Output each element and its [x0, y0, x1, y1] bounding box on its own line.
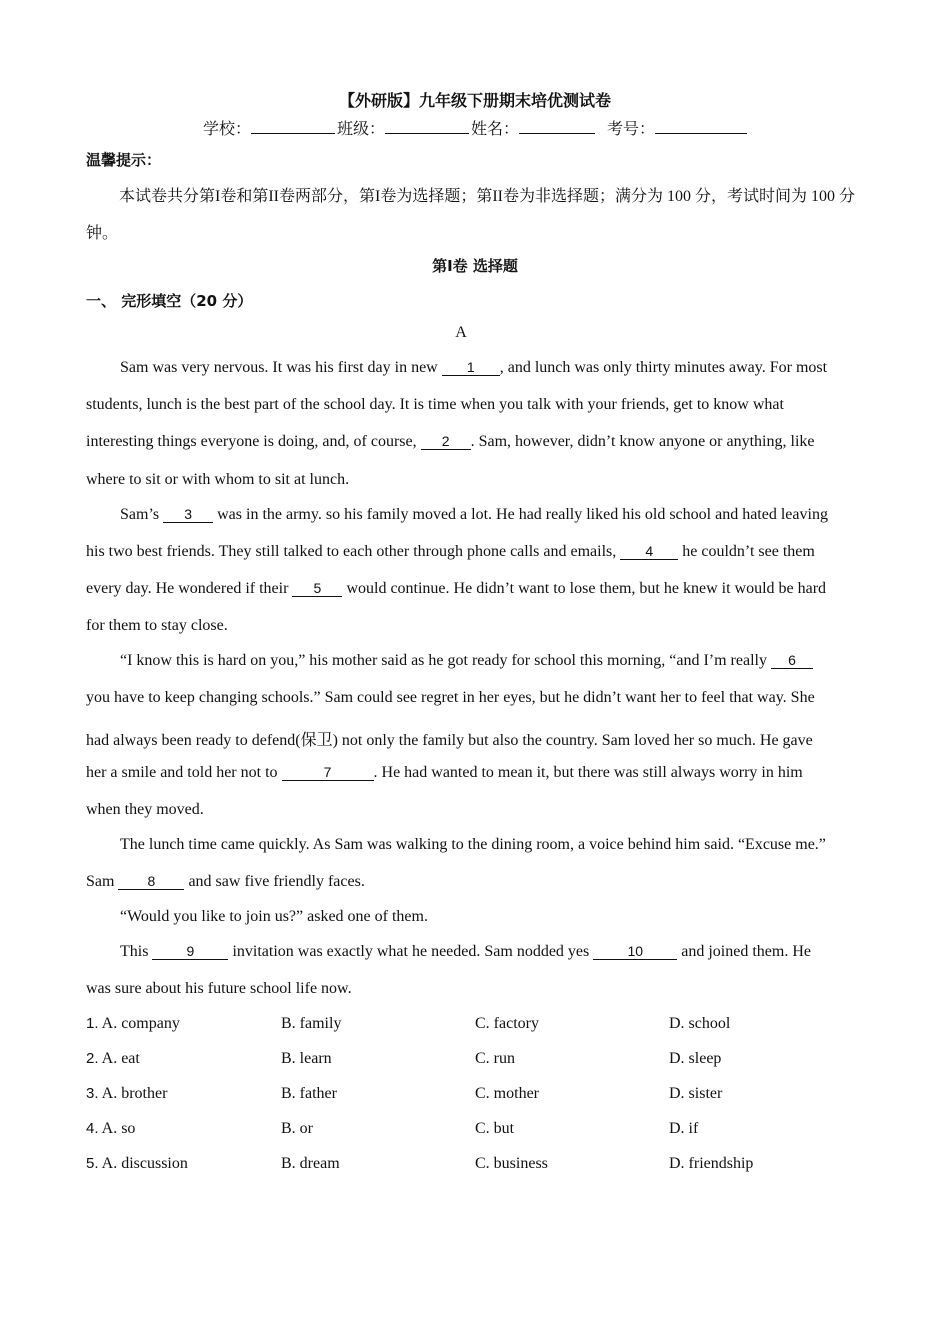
option-a[interactable]	[86, 1155, 188, 1173]
option-c[interactable]: C. mother	[475, 1085, 539, 1102]
passage-line	[120, 652, 813, 670]
option-text: A. brother	[101, 1085, 168, 1102]
number-blank[interactable]	[655, 117, 747, 134]
option-d[interactable]: D. friendship	[669, 1155, 754, 1172]
passage-text: This	[120, 943, 153, 960]
passage-text: Sam	[86, 873, 119, 890]
option-a[interactable]	[86, 1085, 167, 1103]
passage-line	[86, 580, 826, 598]
option-c[interactable]: C. business	[475, 1155, 548, 1172]
class-label: 班级：	[336, 119, 385, 138]
exam-title: 【外研版】九年级下册期末培优测试卷	[338, 91, 611, 110]
blank-9[interactable]: 9	[152, 943, 228, 960]
passage-line	[86, 543, 815, 561]
blank-8[interactable]: 8	[118, 873, 184, 890]
option-text: A. discussion	[101, 1155, 188, 1172]
option-text: A. eat	[101, 1050, 140, 1067]
passage-text: every day. He wondered if their	[86, 580, 293, 597]
passage-line: students, lunch is the best part of the school day. It is time when you talk with your friends, get to know what	[86, 396, 784, 413]
blank-5[interactable]: 5	[292, 580, 342, 597]
option-b[interactable]: B. or	[281, 1120, 313, 1137]
blank-6[interactable]: 6	[771, 652, 813, 669]
blank-7[interactable]: 7	[282, 764, 374, 781]
passage-text: was in the army. so his family moved a lot. He had really liked his old school and hated leaving	[213, 506, 828, 523]
option-d[interactable]: D. sister	[669, 1085, 723, 1102]
passage-line: where to sit or with whom to sit at lunch.	[86, 471, 350, 488]
option-c[interactable]: C. factory	[475, 1015, 539, 1032]
blank-4[interactable]: 4	[620, 543, 678, 560]
passage-line	[86, 764, 803, 782]
option-b[interactable]: B. family	[281, 1015, 342, 1032]
blank-2[interactable]: 2	[421, 433, 471, 450]
passage-text: . He had wanted to mean it, but there was still always worry in him	[373, 764, 803, 781]
passage-text: his two best friends. They still talked to each other through phone calls and emails,	[86, 543, 621, 560]
question-number: 3.	[86, 1085, 99, 1102]
option-text: A. company	[101, 1015, 180, 1032]
question-number: 4.	[86, 1120, 99, 1137]
passage-line	[120, 943, 811, 961]
student-info-line	[0, 116, 950, 139]
question-number: 2.	[86, 1050, 99, 1067]
section-one-title: 一、 完形填空（20 分）	[86, 292, 253, 310]
passage-text: and saw five friendly faces.	[184, 873, 365, 890]
passage-line: The lunch time came quickly. As Sam was walking to the dining room, a voice behind him said. “Excuse me.”	[120, 836, 826, 853]
option-a[interactable]	[86, 1050, 140, 1068]
option-b[interactable]: B. dream	[281, 1155, 340, 1172]
passage-text: Sam’s	[120, 506, 164, 523]
passage-text: interesting things everyone is doing, and, of course,	[86, 433, 421, 450]
name-label: 姓名：	[471, 119, 520, 138]
passage-text: invitation was exactly what he needed. Sam nodded yes	[228, 943, 594, 960]
option-c[interactable]: C. but	[475, 1120, 515, 1137]
option-text: A. so	[101, 1120, 136, 1137]
passage-text: her a smile and told her not to	[86, 764, 282, 781]
passage-line: you have to keep changing schools.” Sam could see regret in her eyes, but he didn’t want her to feel that way. She	[86, 689, 815, 706]
option-b[interactable]: B. father	[281, 1085, 337, 1102]
tips-heading: 温馨提示：	[86, 151, 162, 169]
option-b[interactable]: B. learn	[281, 1050, 332, 1067]
class-blank[interactable]	[385, 117, 469, 134]
school-blank[interactable]	[251, 117, 335, 134]
part-one-title: 第I卷 选择题	[432, 257, 518, 275]
passage-text: and joined them. He	[677, 943, 811, 960]
option-d[interactable]: D. sleep	[669, 1050, 722, 1067]
question-number: 5.	[86, 1155, 99, 1172]
option-d[interactable]: D. school	[669, 1015, 731, 1032]
name-blank[interactable]	[519, 117, 595, 134]
number-label: 考号：	[607, 119, 656, 138]
question-number: 1.	[86, 1015, 99, 1032]
passage-line	[86, 433, 814, 451]
passage-title: A	[455, 324, 467, 341]
passage-line	[120, 359, 827, 377]
passage-text: Sam was very nervous. It was his first day in new	[120, 359, 442, 376]
option-a[interactable]	[86, 1120, 135, 1138]
option-c[interactable]: C. run	[475, 1050, 515, 1067]
passage-line	[86, 873, 365, 891]
passage-line: had always been ready to defend(保卫) not only the family but also the country. Sam loved her so much. He gave	[86, 732, 813, 749]
passage-line: was sure about his future school life now.	[86, 980, 352, 997]
passage-text: . Sam, however, didn’t know anyone or anything, like	[470, 433, 815, 450]
passage-line: for them to stay close.	[86, 617, 228, 634]
passage-text: “I know this is hard on you,” his mother said as he got ready for school this morning, “and I’m really	[120, 652, 771, 669]
blank-1[interactable]: 1	[442, 359, 500, 376]
passage-text: , and lunch was only thirty minutes away. For most	[499, 359, 828, 376]
option-a[interactable]	[86, 1015, 180, 1033]
passage-line: when they moved.	[86, 801, 204, 818]
passage-text: would continue. He didn’t want to lose them, but he knew it would be hard	[342, 580, 827, 597]
school-label: 学校：	[202, 119, 251, 138]
passage-line	[120, 506, 828, 524]
passage-line: “Would you like to join us?” asked one of them.	[120, 908, 428, 925]
option-d[interactable]: D. if	[669, 1120, 699, 1137]
tips-body: 本试卷共分第I卷和第II卷两部分，第I卷为选择题；第II卷为非选择题；满分为 100 分，考试时间为 100 分钟。	[86, 188, 855, 242]
passage-text: he couldn’t see them	[678, 543, 815, 560]
blank-3[interactable]: 3	[163, 506, 213, 523]
blank-10[interactable]: 10	[593, 943, 677, 960]
